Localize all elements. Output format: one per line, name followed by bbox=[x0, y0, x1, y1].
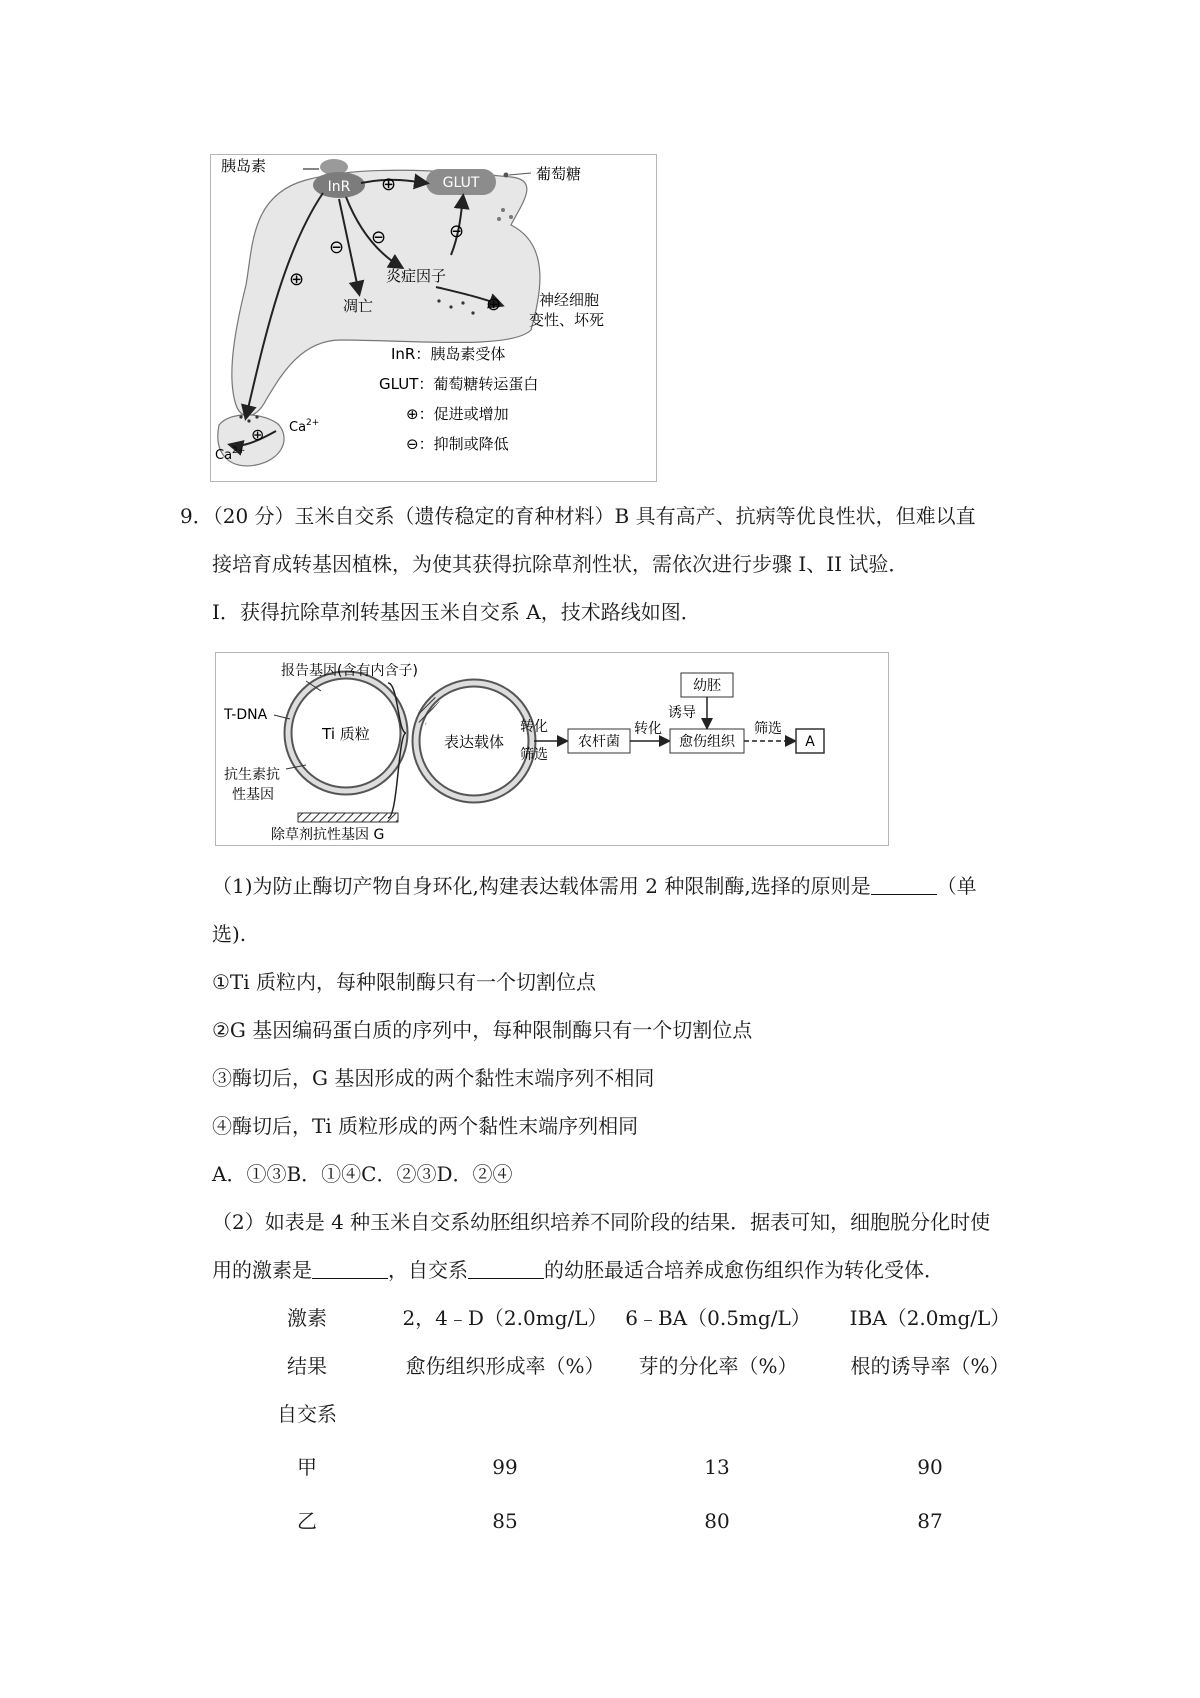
plus-symbol-3: ⊕ bbox=[486, 294, 502, 315]
table-cell: 13 bbox=[704, 1455, 730, 1479]
induce-label: 诱导 bbox=[668, 705, 696, 721]
q1-option-2: ②G 基因编码蛋白质的序列中，每种限制酶只有一个切割位点 bbox=[212, 1018, 753, 1042]
vector-label: 表达载体 bbox=[443, 733, 505, 751]
glut-dot-1 bbox=[501, 208, 505, 212]
plus-symbol-4: ⊕ bbox=[251, 425, 265, 444]
plus-symbol-1: ⊕ bbox=[381, 174, 397, 195]
legend-inr: InR：胰岛素受体 bbox=[391, 345, 506, 363]
plus-symbol-2: ⊕ bbox=[289, 269, 305, 290]
transgenic-route-svg bbox=[216, 653, 888, 845]
minus-symbol-3: ⊖ bbox=[449, 221, 465, 242]
minus-symbol-2: ⊖ bbox=[329, 237, 345, 258]
section-1-title: Ⅰ．获得抗除草剂转基因玉米自交系 A，技术路线如图． bbox=[212, 600, 701, 624]
vesicle-dot-1 bbox=[239, 415, 242, 418]
q2-text-a: 用的激素是 bbox=[212, 1258, 312, 1282]
table-row-name: 乙 bbox=[297, 1509, 317, 1533]
q2-line-2 bbox=[212, 1256, 944, 1284]
reporter-label: 报告基因(含有内含子) bbox=[281, 663, 418, 679]
q2-text-b: ，自交系 bbox=[388, 1258, 468, 1282]
table-cell: 99 bbox=[492, 1455, 518, 1479]
table-col1-result: 愈伤组织形成率（%） bbox=[405, 1354, 605, 1378]
q1-stem-tail: （单 bbox=[936, 874, 977, 898]
table-header-hormone: 激素 bbox=[287, 1306, 327, 1330]
antibiotic-label-1: 抗生素抗 bbox=[224, 767, 280, 783]
q2-line-1: （2）如表是 4 种玉米自交系幼胚组织培养不同阶段的结果．据表可知，细胞脱分化时使 bbox=[212, 1210, 991, 1234]
question-line-1: 9．（20 分）玉米自交系（遗传稳定的育种材料）B 具有高产、抗病等优良性状，但难以直 bbox=[180, 504, 976, 528]
herbicide-label: 除草剂抗性基因 G bbox=[271, 827, 385, 843]
screen-label-2: 筛选 bbox=[754, 721, 782, 737]
table-col2-hormone: 6﹣BA（0.5mg/L） bbox=[625, 1306, 811, 1330]
insulin-label: 胰岛素 bbox=[221, 157, 267, 175]
table-header-result: 结果 bbox=[287, 1354, 327, 1378]
q2-blank-line[interactable] bbox=[468, 1258, 544, 1279]
table-col2-result: 芽的分化率（%） bbox=[638, 1354, 798, 1378]
inflam-dot-4 bbox=[471, 311, 474, 314]
q1-stem-line-1 bbox=[212, 872, 977, 900]
ca-label-2: $Ca^{2+}$ bbox=[215, 446, 246, 463]
question-line-2: 接培育成转基因植株，为使其获得抗除草剂性状，需依次进行步骤 I、II 试验． bbox=[212, 552, 909, 576]
inflam-dot-2 bbox=[449, 305, 452, 308]
legend-plus: ⊕：促进或增加 bbox=[406, 405, 509, 423]
table-col3-result: 根的诱导率（%） bbox=[850, 1354, 1010, 1378]
legend-glut: GLUT：葡萄糖转运蛋白 bbox=[379, 375, 539, 393]
tdna-label: T-DNA bbox=[224, 707, 268, 723]
a-label: A bbox=[805, 734, 815, 750]
neuron-label-1: 神经细胞 bbox=[539, 291, 600, 309]
glucose-dot bbox=[504, 173, 509, 178]
q1-choices: A．①③B．①④C．②③D．②④ bbox=[212, 1162, 513, 1186]
minus-symbol-1: ⊖ bbox=[371, 227, 387, 248]
screen-label-1: 筛选 bbox=[520, 747, 548, 763]
table-cell: 85 bbox=[492, 1509, 518, 1533]
embryo-label: 幼胚 bbox=[693, 678, 721, 694]
table-row-name: 甲 bbox=[297, 1455, 317, 1479]
q1-option-4: ④酶切后，Ti 质粒形成的两个黏性末端序列相同 bbox=[212, 1114, 639, 1138]
table-col1-hormone: 2，4﹣D（2.0mg/L） bbox=[402, 1306, 608, 1330]
vesicle-dot-2 bbox=[247, 419, 250, 422]
ca-label-1: $Ca^{2+}$ bbox=[289, 418, 320, 435]
transform-label-2: 转化 bbox=[634, 721, 662, 737]
q1-option-1: ①Ti 质粒内，每种限制酶只有一个切割位点 bbox=[212, 970, 597, 994]
transgenic-route-diagram bbox=[215, 652, 889, 846]
glut-dot-3 bbox=[497, 217, 501, 221]
inflam-dot-3 bbox=[461, 301, 464, 304]
antibiotic-label-2: 性基因 bbox=[232, 787, 274, 803]
glut-dot-2 bbox=[509, 215, 513, 219]
vector-g-segment bbox=[421, 698, 436, 723]
glut-label: GLUT bbox=[442, 175, 480, 191]
table-cell: 87 bbox=[917, 1509, 943, 1533]
q1-stem-text: （1)为防止酶切产物自身环化,构建表达载体需用 2 种限制酶,选择的原则是 bbox=[212, 874, 871, 898]
ti-label: Ti 质粒 bbox=[322, 725, 370, 743]
table-header-line: 自交系 bbox=[277, 1402, 337, 1426]
inflam-dot-1 bbox=[437, 299, 440, 302]
glucose-label: 葡萄糖 bbox=[536, 165, 582, 183]
legend-minus: ⊖：抑制或降低 bbox=[406, 435, 509, 453]
neuron-label-2: 变性、坏死 bbox=[529, 311, 605, 329]
table-cell: 90 bbox=[917, 1455, 943, 1479]
q2-blank-hormone[interactable] bbox=[312, 1258, 388, 1279]
inr-label: InR bbox=[327, 179, 351, 195]
transform-label-1: 转化 bbox=[520, 719, 548, 735]
insulin-signaling-diagram bbox=[210, 154, 657, 482]
insulin-signaling-svg bbox=[211, 155, 656, 481]
table-cell: 80 bbox=[704, 1509, 730, 1533]
agro-label: 农杆菌 bbox=[578, 734, 620, 750]
apoptosis-label: 凋亡 bbox=[343, 297, 374, 315]
inflammatory-label: 炎症因子 bbox=[386, 267, 447, 285]
vesicle-dot-3 bbox=[255, 415, 258, 418]
q1-stem-line-2: 选). bbox=[212, 922, 247, 946]
g-gene-bar bbox=[298, 813, 398, 822]
q2-text-c: 的幼胚最适合培养成愈伤组织作为转化受体． bbox=[544, 1258, 944, 1282]
callus-label: 愈伤组织 bbox=[679, 734, 735, 750]
table-col3-hormone: IBA（2.0mg/L） bbox=[849, 1306, 1011, 1330]
q1-option-3: ③酶切后，G 基因形成的两个黏性末端序列不相同 bbox=[212, 1066, 655, 1090]
q1-blank[interactable] bbox=[871, 874, 937, 895]
glucose-line bbox=[509, 173, 531, 175]
